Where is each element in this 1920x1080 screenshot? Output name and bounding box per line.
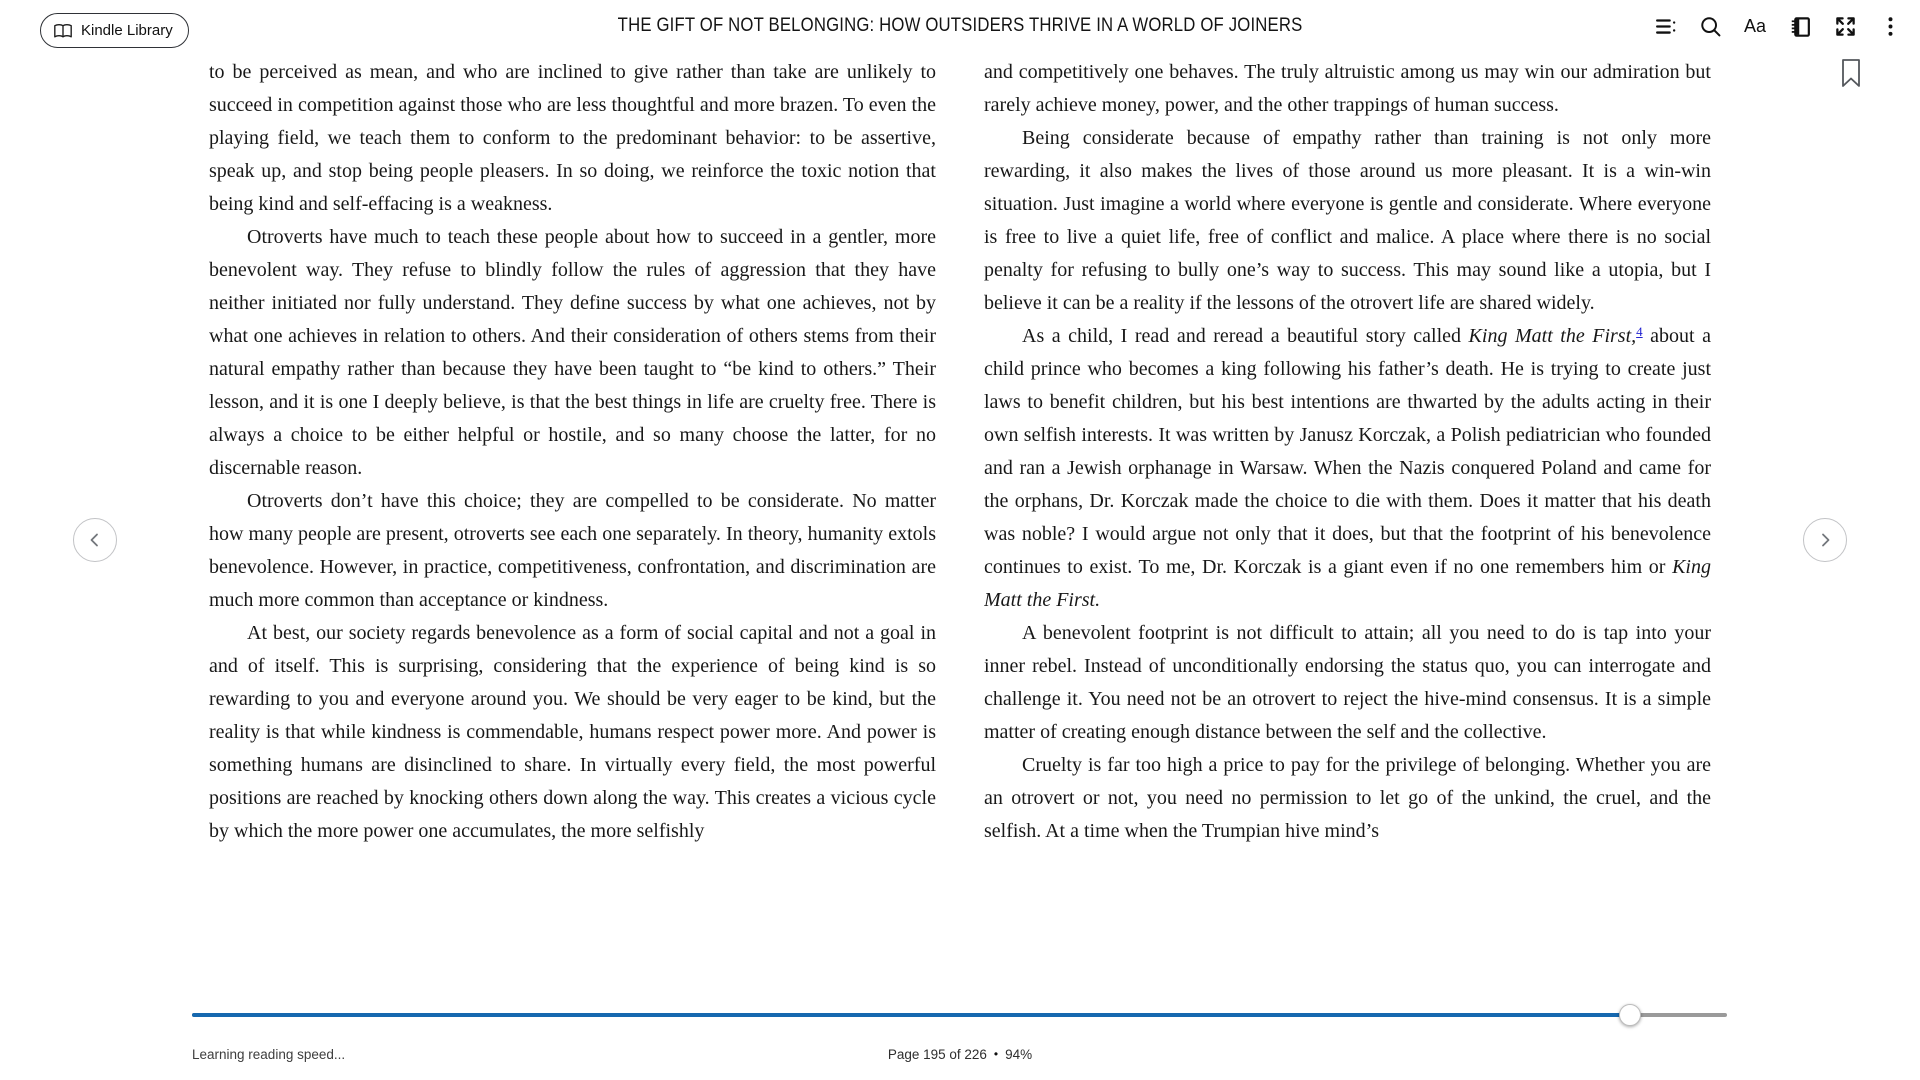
typography-icon-label: Aa bbox=[1743, 15, 1767, 36]
kindle-library-label: Kindle Library bbox=[81, 22, 173, 39]
kindle-library-button[interactable] bbox=[40, 13, 189, 48]
fullscreen-icon[interactable] bbox=[1829, 10, 1861, 42]
next-page-button[interactable] bbox=[1803, 518, 1847, 562]
body-text: A benevolent footprint is not difficult to attain; all you need to do is tap into your inner rebel. Instead of unconditionally endorsing the status quo, you can interrogate and challenge it. You need not be an otrovert to reject the hive-mind consensus. It is a simple matter of creating enough distance between the self and the collective. bbox=[984, 622, 1711, 743]
right-column bbox=[984, 56, 1711, 976]
left-column bbox=[209, 56, 936, 976]
body-text: Cruelty is far too high a price to pay for the privilege of belonging. Whether you are an otrovert or not, you need no permission to let go of the unkind, the cruel, and the selfish. At a time when the Trumpian hive mind’s bbox=[984, 754, 1711, 842]
book-title bbox=[0, 0, 1920, 52]
body-text: Otroverts don’t have this choice; they are compelled to be considerate. No matter how many people are present, otroverts see each one separately. In theory, humanity extols benevolence. However, in practice, competitiveness, confrontation, and discrimination are much more common than acceptance or kindness. bbox=[209, 490, 936, 611]
toc-icon[interactable] bbox=[1649, 10, 1681, 42]
footnote-link[interactable]: 4 bbox=[1636, 324, 1643, 339]
body-text: Otroverts have much to teach these people about how to succeed in a gentler, more benevolent way. They refuse to blindly follow the rules of aggression that they have neither initiated nor fully understand. They define success by what one achieves, not by what one achieves in relation to others. And their consideration of others stems from their natural empathy rather than because they have been taught to “be kind to others.” Their lesson, and it is one I deeply believe, is that the best things in life are cruelty free. There is always a choice to be either helpful or hostile, and so many choose the latter, for no discernable reason. bbox=[209, 226, 936, 479]
body-text: As a child, I read and reread a beautiful story called bbox=[1022, 325, 1469, 347]
page-indicator bbox=[0, 1047, 1920, 1062]
body-text: At best, our society regards benevolence as a form of social capital and not a goal in and of itself. This is surprising, considering that the experience of being kind is so rewarding to you and everyone around you. We should be very eager to be kind, but the reality is that while kindness is commendable, humans respect power more. And power is something humans are disinclined to share. In virtually every field, the most powerful positions are reached by knocking others down along the way. This creates a vicious cycle by which the more power one accumulates, the more selfishly bbox=[209, 622, 936, 842]
progress-slider-fill bbox=[192, 1013, 1630, 1017]
paragraph bbox=[209, 617, 936, 848]
search-icon[interactable] bbox=[1694, 10, 1726, 42]
italic-text: King Matt the First. bbox=[984, 556, 1711, 611]
toolbar-icons bbox=[1649, 10, 1906, 42]
bookmark-icon[interactable] bbox=[1839, 58, 1863, 90]
book-title-text: THE GIFT OF NOT BELONGING: HOW OUTSIDERS THRIVE IN A WORLD OF JOINERS bbox=[617, 15, 1303, 36]
body-text: Being considerate because of empathy rather than training is not only more rewarding, it also makes the lives of those around us more pleasant. It is a win-win situation. Just imagine a world where everyone is gentle and considerate. Where everyone is free to live a quiet life, free of conflict and malice. A place where there is no social penalty for refusing to bully one’s way to success. This may sound like a utopia, but I believe it can be a reality if the lessons of the otrovert life are shared widely. bbox=[984, 127, 1711, 314]
reading-speed-status: Learning reading speed... bbox=[192, 1047, 346, 1062]
separator-dot: • bbox=[993, 1047, 999, 1061]
paragraph bbox=[984, 320, 1711, 617]
paragraph bbox=[984, 56, 1711, 122]
chevron-right-icon bbox=[1816, 531, 1834, 549]
prev-page-button[interactable] bbox=[73, 518, 117, 562]
chevron-left-icon bbox=[86, 531, 104, 549]
page-number-label: Page 195 of 226 bbox=[887, 1047, 987, 1062]
progress-slider-handle[interactable] bbox=[1619, 1004, 1641, 1026]
percent-label: 94% bbox=[1005, 1047, 1033, 1062]
progress-slider[interactable] bbox=[192, 1013, 1727, 1017]
paragraph bbox=[984, 122, 1711, 320]
open-book-icon bbox=[53, 22, 73, 40]
typography-icon[interactable] bbox=[1739, 10, 1771, 42]
body-text: and competitively one behaves. The truly altruistic among us may win our admiration but rarely achieve money, power, and the other trappings of human success. bbox=[984, 61, 1711, 116]
body-text: about a child prince who becomes a king following his father’s death. He is trying to create just laws to benefit children, but his best intentions are thwarted by the adults acting in their own selfish interests. It was written by Janusz Korczak, a Polish pediatrician who founded and ran a Jewish orphanage in Warsaw. When the Nazis conquered Poland and came for the orphans, Dr. Korczak made the choice to die with them. Does it matter that his death was noble? I would argue not only that it does, but that the footprint of his benevolence continues to exist. To me, Dr. Korczak is a giant even if no one remembers him or bbox=[984, 325, 1711, 578]
more-options-icon[interactable] bbox=[1874, 10, 1906, 42]
body-text: to be perceived as mean, and who are inclined to give rather than take are unlikely to succeed in competition against those who are less thoughtful and more brazen. To even the playing field, we teach them to conform to the predominant behavior: to be assertive, speak up, and stop being people pleasers. In so doing, we reinforce the toxic notion that being kind and self-effacing is a weakness. bbox=[209, 61, 936, 215]
paragraph bbox=[209, 221, 936, 485]
italic-text: King Matt the First, bbox=[1468, 325, 1637, 347]
paragraph bbox=[984, 749, 1711, 848]
paragraph bbox=[984, 617, 1711, 749]
paragraph bbox=[209, 485, 936, 617]
toolbar bbox=[0, 0, 1920, 52]
paragraph bbox=[209, 56, 936, 221]
page-layout-icon[interactable] bbox=[1784, 10, 1816, 42]
page-text bbox=[209, 56, 1711, 976]
